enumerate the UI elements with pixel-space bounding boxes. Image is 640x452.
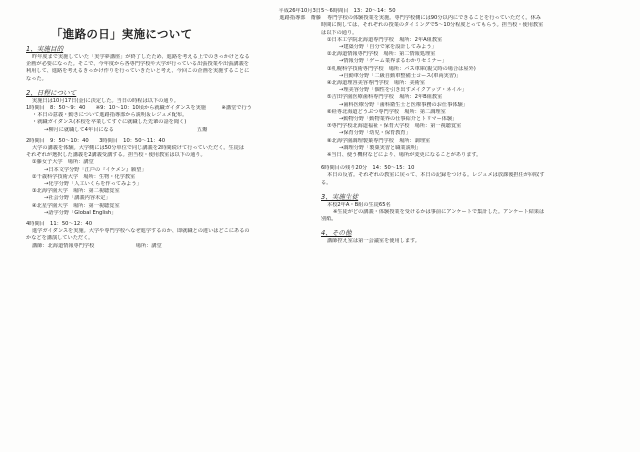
section-1-heading: 1、実施目的 [26,45,64,53]
section-2-cont-line: →自動車分野「二級自動車整備士コース(車両実習)」 [339,72,462,79]
section-2-line: ②千歳科学技術大学 場所：生物・化学教室 [32,173,136,180]
section-2-line: →化学分野「人工いくらを作ってみよう」 [44,181,142,188]
section-2-line: 1時間目 8：50〜9：40 ※9：10〜10：10頃から就職ガイダンスを実施 ※講堂で行う [26,105,252,112]
section-3-heading: 3、実施生徒 [321,192,359,201]
section-1-line: 昨年度まで実施していた「実学夢講座」が終了したため、進路を考える上でのきっかけとなる [32,54,250,60]
section-3-line: 別紙。 [321,216,337,223]
section-2-line: ①藤女子大学 場所：講堂 [32,159,94,166]
section-2-line: →柳月に就職して4年目になる 五瓣 [44,126,208,133]
section-3-line: ※生徒がどの講義・体験授業を受けるかは事前にアンケートで集計した。アンケート結果は [333,209,545,216]
document-title: 「進路の日」実施について [51,27,193,41]
section-1-line: 企画が必要になった。そこで、今年度から各専門学校や大学が行っている出張授業や出張講義を [26,61,249,68]
section-2-line: →語学分野「Global English」 [44,209,117,216]
section-2-line: 進学ガイダンスを実施。大学や専門学校へなぜ進学するのか、即就職との違いはどこにあるの [32,228,250,235]
section-2-cont-line: 専門学校の体験授業を実施。専門学校側には90分以内にできることを行っていただく。休み [327,15,541,22]
section-2-cont-line: →歯科医療分野「歯科衛生士と医療事務のお仕事体験」 [339,101,468,108]
section-2-cont-line: ③札幌科学技術専門学校 場所：バス車庫(親父時の場合は屋外) [327,65,476,72]
section-2-line: 4時間目 11：50〜12：40 [26,221,93,228]
section-4-line: 講師控え室は第一会議室を使用します。 [327,238,420,245]
section-2-cont-line: 6時間目の残り20分 14：50〜15：10 [321,165,415,172]
section-2-line: ③北海学園大学 場所：第二視聴覚室 [32,188,120,195]
section-2-cont-line: ④北海道理容美容専門学校 場所：美術室 [327,80,426,87]
section-2-cont-line: ⑤吉田学園医療歯科専門学校 場所：2年B組教室 [327,94,443,101]
header-date: 平成26年10月3日 [278,8,321,14]
section-2-line: 大学の講義を体験。大学側には50分単位で同じ講義を2時間続けて行っていただく。生徒は [32,145,245,152]
section-2-cont-line: ※当日、使う機材などにより、場所が変更になることがあります。 [327,152,482,159]
section-2-cont-line: ②北海道情報専門学校 場所：第二情報処理室 [327,51,436,58]
left-column [26,8,321,250]
section-2-cont-line: る。 [321,179,332,186]
section-2-line: かなどを講演していただく。 [26,235,94,242]
section-2-cont-line: は以下の通り。 [321,29,358,36]
section-1-line: なった。 [26,75,47,82]
section-2-cont-line: →調理分野「製菓実習と職業説明」 [339,144,422,151]
right-column [278,8,625,246]
section-2-heading: 2、日程について [26,88,77,97]
section-2-cont-line: →情報分野「ゲーム業界まるわかりセミナー」 [339,58,448,65]
section-2-cont-line: ⑦専門学校北海道福祉・保育大学校 場所：第一視聴覚室 [327,123,462,130]
section-1-line: 利用して、進路を考えるきっかけ作りを行っていきたいと考え、今回この企画を実施することに [26,68,250,75]
section-2-line: ④北星学園大学 場所：第一視聴覚室 [32,202,120,209]
section-2-line: ・本日の意義・動きについて進路指導部から説明＆レジュメ配布。 [32,112,188,119]
section-2-cont-line: →理美容分野「個性を引き出すメイクアップ・ネイル」 [339,87,467,94]
section-4-heading: 4、その他 [321,229,352,238]
section-2-line: ・就職ガイダンス(本校を卒業してすぐに就職した先輩の話を聞く) [32,119,187,126]
section-2-cont-line: 本日の反省。それぞれの教室に戻って、本日の記録をつける。レジュメは放課後担任が回収す [327,172,545,179]
section-2-cont-line: ⑥経専北海道どうぶつ専門学校 場所：第二調理室 [327,108,446,115]
section-2-cont-line: →建築分野「自分で家を設計してみよう」 [339,44,437,51]
section-2-cont-line: ①日本工学院北海道専門学校 場所：2年A組教室 [327,36,443,43]
section-2-line: 実施日は10月17日(金)に決定した。当日の時程は以下の通り。 [32,97,179,104]
section-2-line: 2時間目 9：50〜10：40 3時間目 10：50〜11：40 [26,137,166,144]
header-org: 進路指導部 齋藤 [279,15,321,22]
section-2-line: 講師：北海道情報専門学校 場所：講堂 [32,242,162,249]
section-3-line: 本校2年A・B組の生徒65名 [327,201,391,208]
section-2-cont-line: ⑧北海学園調理製菓専門学校 場所：調理室 [327,137,431,144]
section-2-cont-line: 時間に関しては、それぞれの授業のタイミングで5〜10分程度とってもらう。担当校・使用教室 [321,22,544,29]
section-2-line: それぞれが選択した講義を2講義受講する。担当校・使用教室は以下の通り。 [26,152,206,159]
section-2-cont-line: →保育分野「幼児・保育教育」 [339,130,411,137]
section-2-cont-line: →動物分野「動物業界の仕事紹介とトリマー体験」 [339,116,458,123]
section-2-line: →社会分野「講義内容未定」 [44,195,111,202]
section-2-line: →日本文学分野「江戸の『イケメン』願望」 [44,166,147,173]
section-2-cont-line: 5〜6時間目 13：20〜14：50 [321,8,396,14]
